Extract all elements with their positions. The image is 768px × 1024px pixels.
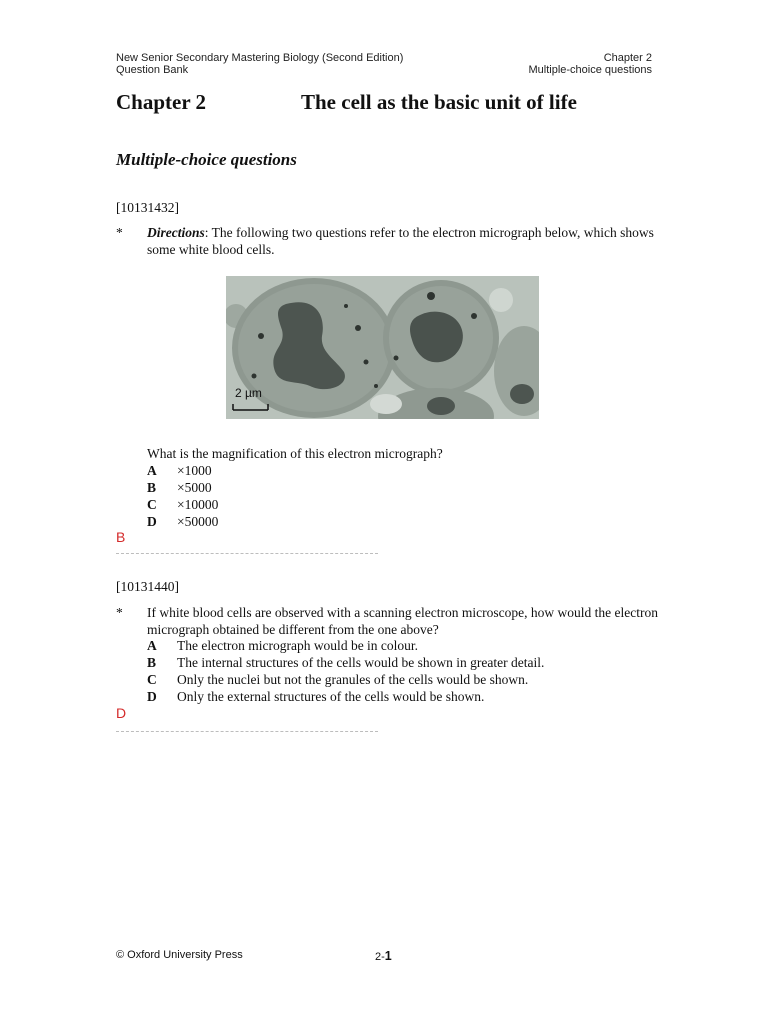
header-right — [528, 52, 652, 76]
option-letter: A — [147, 463, 157, 478]
section-heading: Multiple-choice questions — [116, 150, 297, 169]
option-text: The electron micrograph would be in colour. — [177, 638, 419, 653]
option-a — [147, 462, 212, 479]
chapter-label: Chapter 2 — [116, 90, 207, 114]
option-b — [147, 479, 212, 496]
option-letter: B — [147, 480, 157, 495]
footer-copyright: © Oxford University Press — [116, 949, 243, 961]
option-text: ×5000 — [177, 480, 212, 495]
divider — [116, 731, 378, 732]
question-text: What is the magnification of this electron micrograph? — [147, 446, 443, 461]
question-marker: * — [116, 225, 123, 240]
header-section: Multiple-choice questions — [528, 64, 652, 76]
question-id: [10131440] — [116, 579, 179, 594]
directions-label: Directions — [147, 225, 205, 240]
answer-key: D — [116, 705, 127, 721]
header-book-title: New Senior Secondary Mastering Biology (Second Edition) — [116, 52, 404, 64]
option-d — [147, 513, 218, 530]
answer-key: B — [116, 529, 126, 545]
scale-bar-label: 2 µm — [235, 386, 262, 400]
option-text: The internal structures of the cells would be shown in greater detail. — [177, 655, 545, 670]
option-letter: B — [147, 655, 157, 670]
header-left — [116, 52, 403, 76]
directions-paragraph — [147, 225, 667, 258]
option-a — [147, 637, 418, 654]
option-c — [147, 671, 528, 688]
electron-micrograph — [226, 276, 539, 419]
question-marker: * — [116, 605, 123, 620]
question-id: [10131432] — [116, 200, 179, 215]
option-text: ×50000 — [177, 514, 219, 529]
option-b — [147, 654, 544, 671]
option-text: Only the nuclei but not the granules of the cells would be shown. — [177, 672, 529, 687]
option-letter: D — [147, 514, 157, 529]
option-letter: D — [147, 689, 157, 704]
page-number-value: 1 — [384, 949, 392, 963]
chapter-title: The cell as the basic unit of life — [301, 90, 577, 114]
option-letter: C — [147, 672, 157, 687]
page-number — [375, 949, 392, 963]
option-text: Only the external structures of the cells would be shown. — [177, 689, 485, 704]
divider — [116, 553, 378, 554]
option-c — [147, 496, 218, 513]
option-d — [147, 688, 484, 705]
directions-text: : The following two questions refer to the electron micrograph below, which shows some white blood cells. — [147, 225, 654, 257]
option-text: ×10000 — [177, 497, 219, 512]
option-letter: A — [147, 638, 157, 653]
page-prefix: 2- — [375, 951, 385, 963]
header-subtitle: Question Bank — [116, 64, 189, 76]
option-text: ×1000 — [177, 463, 212, 478]
question-text: If white blood cells are observed with a scanning electron microscope, how would the electron micrograph obtained be different from the one above? — [147, 605, 658, 637]
header-chapter: Chapter 2 — [603, 52, 652, 64]
option-letter: C — [147, 497, 157, 512]
micrograph-image — [226, 276, 539, 419]
